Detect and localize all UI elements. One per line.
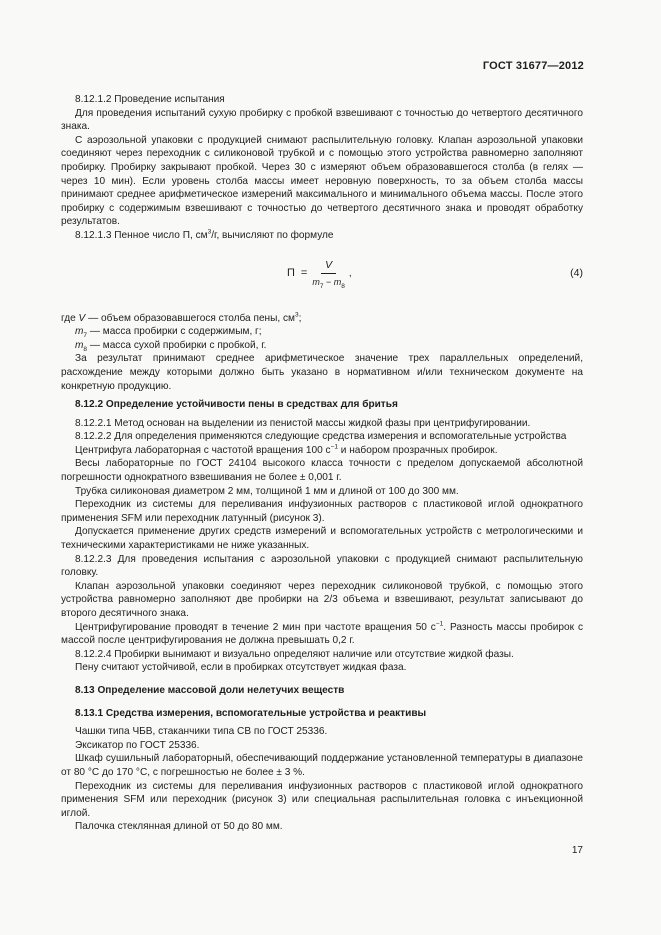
paragraph: Эксикатор по ГОСТ 25336. xyxy=(75,739,200,751)
paragraph: Для проведения испытаний сухую пробирку с пробкой взвешивают с точностью до четвертого десятичного знака. xyxy=(61,107,583,133)
text-run: 8.12.1.3 Пенное число П, см xyxy=(75,229,208,241)
formula-expression xyxy=(287,259,352,290)
paragraph: Переходник из системы для переливания инфузионных растворов с пластиковой иглой однократного применения SFM или переходник (рисунок 3) или специальная распылительная головка с инъекционной иглой. xyxy=(61,780,583,819)
paragraph: Допускается применение других средств измерений и вспомогательных устройств с метрологическими и техническими характеристиками не ниже указанных. xyxy=(61,526,583,552)
text-run: — масса пробирки с содержимым, г; xyxy=(87,326,262,338)
where-item-m8 xyxy=(61,339,583,353)
var-v: V xyxy=(78,312,86,324)
text-run: — объем образовавшегося столба пены, см xyxy=(85,312,295,324)
subscript: 8 xyxy=(83,345,88,353)
page-number: 17 xyxy=(571,845,583,856)
paragraph: 8.12.2.1 Метод основан на выделении из пенистой массы жидкой фазы при центрифугировании. xyxy=(75,417,531,429)
clause-8-12-2-heading: 8.12.2 Определение устойчивости пены в средствах для бритья xyxy=(75,399,398,411)
var-m: m xyxy=(333,277,342,288)
clause-8-13-1-heading: 8.13.1 Средства измерения, вспомогательные устройства и реактивы xyxy=(75,707,427,719)
paragraph: Палочка стеклянная длиной от 50 до 80 мм. xyxy=(75,821,283,833)
paragraph: Трубка силиконовая диаметром 2 мм, толщиной 1 мм и длиной от 100 до 300 мм. xyxy=(75,485,459,497)
paragraph: Чашки типа ЧБВ, стаканчики типа СВ по ГОСТ 25336. xyxy=(75,726,328,738)
subscript: 7 xyxy=(319,282,324,290)
document-body xyxy=(61,93,583,834)
subscript: 7 xyxy=(83,332,88,340)
clause-8-13-heading: 8.13 Определение массовой доли нелетучих веществ xyxy=(75,684,345,696)
paragraph: Весы лабораторные по ГОСТ 24104 высокого класса точности с пределом допускаемой абсолютной погрешности однократного взвешивания не более ± 0,001 г. xyxy=(61,458,583,484)
document-standard-code: ГОСТ 31677—2012 xyxy=(482,60,584,72)
text-run: Центрифугирование проводят в течение 2 мин при частоте вращения 50 с xyxy=(75,621,436,633)
equation-number: (4) xyxy=(570,266,583,279)
clause-8-12-1-2-title: 8.12.1.2 Проведение испытания xyxy=(75,94,225,105)
formula-comma: , xyxy=(348,268,352,280)
paragraph: Шкаф сушильный лабораторный, обеспечивающий поддержание установленной температуры в диапазоне от 80 °С до 170 °С, с погрешностью не более ± 3 %. xyxy=(61,753,583,778)
text-run: Центрифуга лабораторная с частотой вращения 100 с xyxy=(75,444,331,456)
var-m: m xyxy=(75,339,84,351)
paragraph: Переходник из системы для переливания инфузионных растворов с пластиковой иглой однократного применения SFM или переходник латунный (рисунок 3). xyxy=(61,499,583,524)
formula-fraction xyxy=(312,259,345,290)
clause-8-12-1-3-intro xyxy=(61,229,583,243)
text-run: ; xyxy=(298,312,302,324)
paragraph xyxy=(61,621,583,648)
formula-lhs: П xyxy=(287,267,295,280)
text-run: и набором прозрачных пробирок. xyxy=(337,444,498,456)
superscript: 3 xyxy=(294,311,299,319)
superscript: −1 xyxy=(330,443,338,451)
where-clause xyxy=(61,312,583,326)
paragraph: С аэрозольной упаковки с продукцией снимают распылительную головку. Клапан аэрозольной упаковки соединяют через переходник с силиконовой трубкой и с помощью этого устройства равномерно заполняют пробирку. Пробирку закрывают пробкой. Через 30 с измеряют объем образовавшегося столба (в гелях — через 10 мин). Если уровень столба массы имеет неровную поверхность, то за объем столба массы принимают среднее арифметическое измерений максимального и минимального объема массы. После этого пробирку с содержимым взвешивают с точностью до четвертого десятичного знака и проводят обработку результатов. xyxy=(61,134,583,228)
paragraph: 8.12.2.4 Пробирки вынимают и визуально определяют наличие или отсутствие жидкой фазы. xyxy=(75,648,514,660)
formula-equals: = xyxy=(300,267,308,280)
text-run: /г, вычисляют по формуле xyxy=(211,229,334,241)
formula-4 xyxy=(61,253,583,305)
minus-sign: − xyxy=(323,277,334,288)
superscript: 3 xyxy=(207,228,212,236)
superscript: −1 xyxy=(435,620,444,628)
formula-numerator: V xyxy=(321,259,336,275)
var-m: m xyxy=(312,277,320,288)
text-run: — масса сухой пробирки с пробкой, г. xyxy=(87,339,267,351)
paragraph: Пену считают устойчивой, если в пробирках отсутствует жидкая фаза. xyxy=(75,662,407,674)
text-run: . Разность массы пробирок с массой после центрифугирования не должна превышать 0,2 г. xyxy=(61,621,583,647)
paragraph: 8.12.2.2 Для определения применяются следующие средства измерения и вспомогательные устройства xyxy=(75,431,567,443)
formula-denominator xyxy=(312,274,345,290)
subscript: 8 xyxy=(341,282,345,290)
var-m: m xyxy=(75,326,84,338)
paragraph: За результат принимают среднее арифметическое значение трех параллельных определений, расхождение между которыми должно быть указано в нормативном и/или техническом документе на конкретную продукцию. xyxy=(61,353,583,392)
where-item-m7 xyxy=(61,325,583,339)
paragraph: 8.12.2.3 Для проведения испытания с аэрозольной упаковки с продукцией снимают распылительную головку. xyxy=(61,553,583,579)
text-run: где xyxy=(61,312,79,324)
paragraph: Клапан аэрозольной упаковки соединяют через переходник силиконовой трубкой, с помощью этого устройства равномерно заполняют две пробирки на 2/3 объема и взвешивают, результат записывают до второго десятичного знака. xyxy=(61,580,583,619)
paragraph xyxy=(61,444,583,458)
